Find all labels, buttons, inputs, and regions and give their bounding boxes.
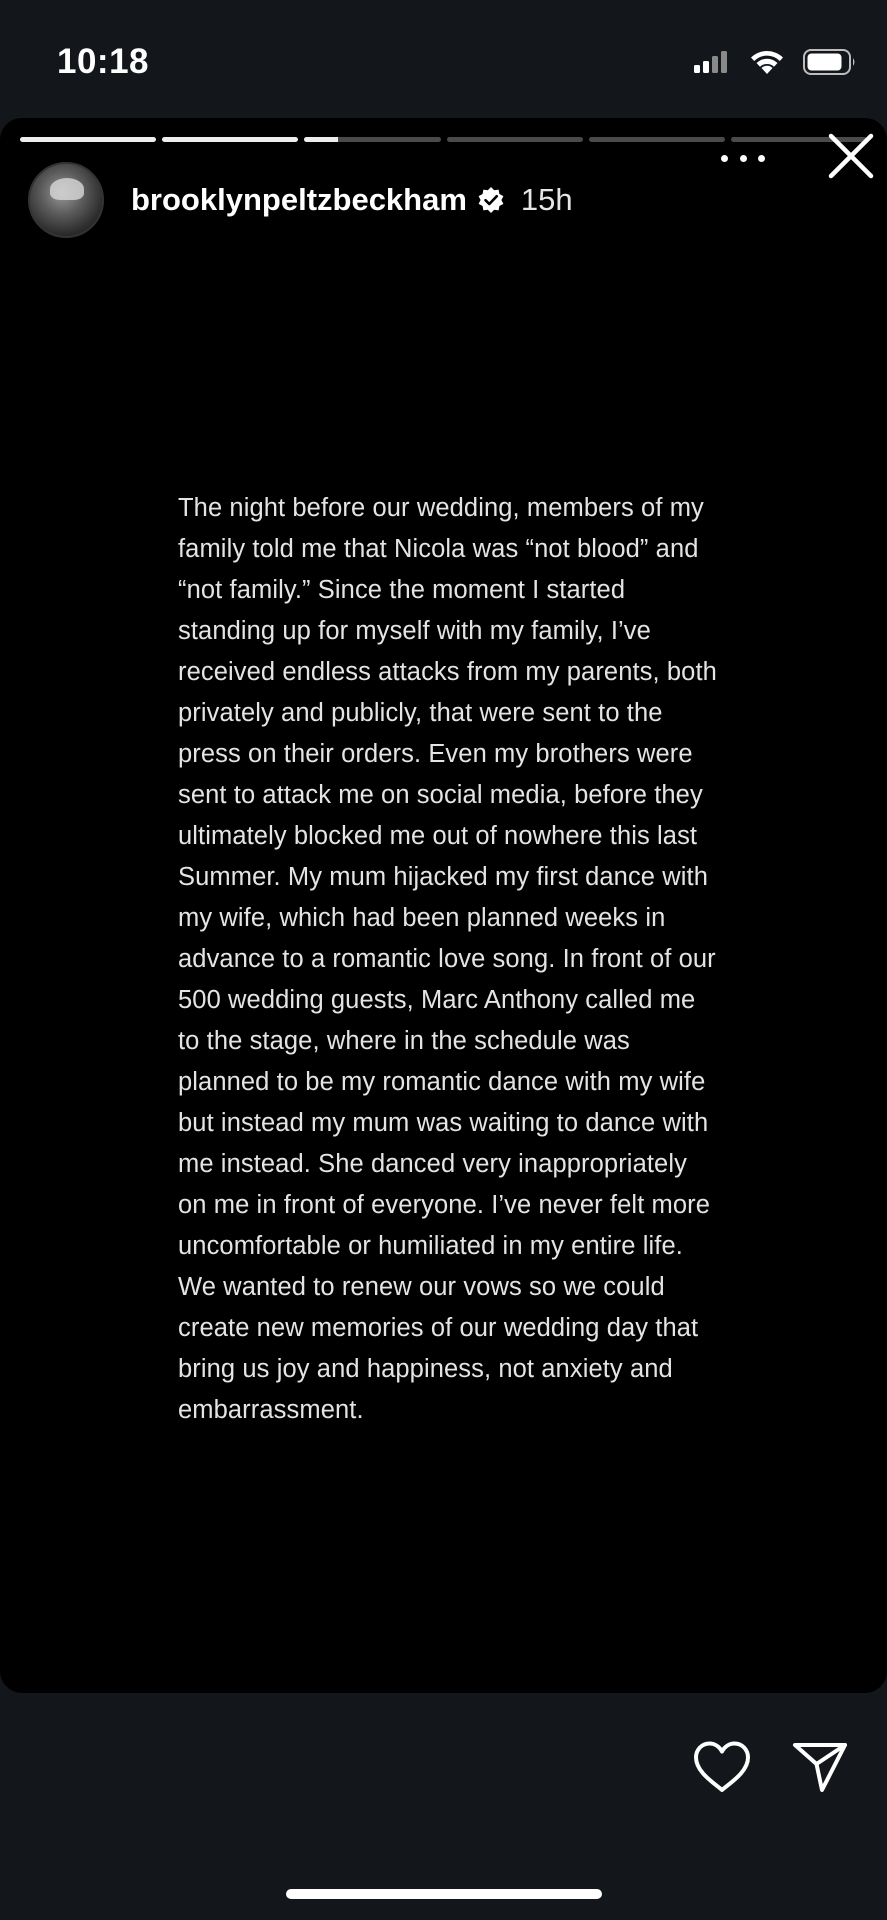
story-text: The night before our wedding, members of my family told me that Nicola was “not blood” and “not family.” Since the moment I started standing up for myself with my family, I’ve received endless attacks from my parents, both privately and publicly, that were sent to the press on their orders. Even my brothers were sent to attack me on social media, before they ultimately blocked me out of nowhere this last Summer. My mum hijacked my first dance with my wife, which had been planned weeks in advance to a romantic love song. In front of our 500 wedding guests, Marc Anthony called me to the stage, where in the schedule was planned to be my romantic dance with my wife but instead my mum was waiting to dance with me instead. She danced very inappropriately on me in front of everyone. I’ve never felt more uncomfortable or humiliated in my entire life. We wanted to renew our vows so we could create new memories of our wedding day that bring us joy and happiness, not anxiety and embarrassment. — [178, 494, 717, 1424]
wifi-icon — [749, 48, 785, 75]
send-icon[interactable] — [792, 1740, 848, 1794]
cellular-signal-icon — [693, 50, 731, 74]
heart-icon[interactable] — [692, 1740, 752, 1794]
status-icons — [693, 48, 857, 75]
story-progress-fill — [304, 137, 338, 142]
battery-icon — [803, 49, 857, 75]
story-progress-fill — [20, 137, 156, 142]
story-progress-segment — [162, 137, 298, 142]
avatar[interactable] — [28, 162, 104, 238]
posted-time: 15h — [520, 182, 573, 217]
verified-badge-icon — [477, 186, 505, 214]
story-progress-fill — [162, 137, 298, 142]
more-options-icon[interactable] — [721, 140, 765, 176]
story-progress-segment — [20, 137, 156, 142]
story-card[interactable] — [0, 118, 887, 1693]
story-progress-segment — [447, 137, 583, 142]
status-time: 10:18 — [57, 42, 150, 81]
username[interactable]: brooklynpeltzbeckham — [131, 182, 467, 217]
home-indicator[interactable] — [286, 1889, 602, 1899]
close-icon[interactable] — [825, 130, 877, 182]
story-progress-segment — [304, 137, 440, 142]
story-progress-segment — [589, 137, 725, 142]
